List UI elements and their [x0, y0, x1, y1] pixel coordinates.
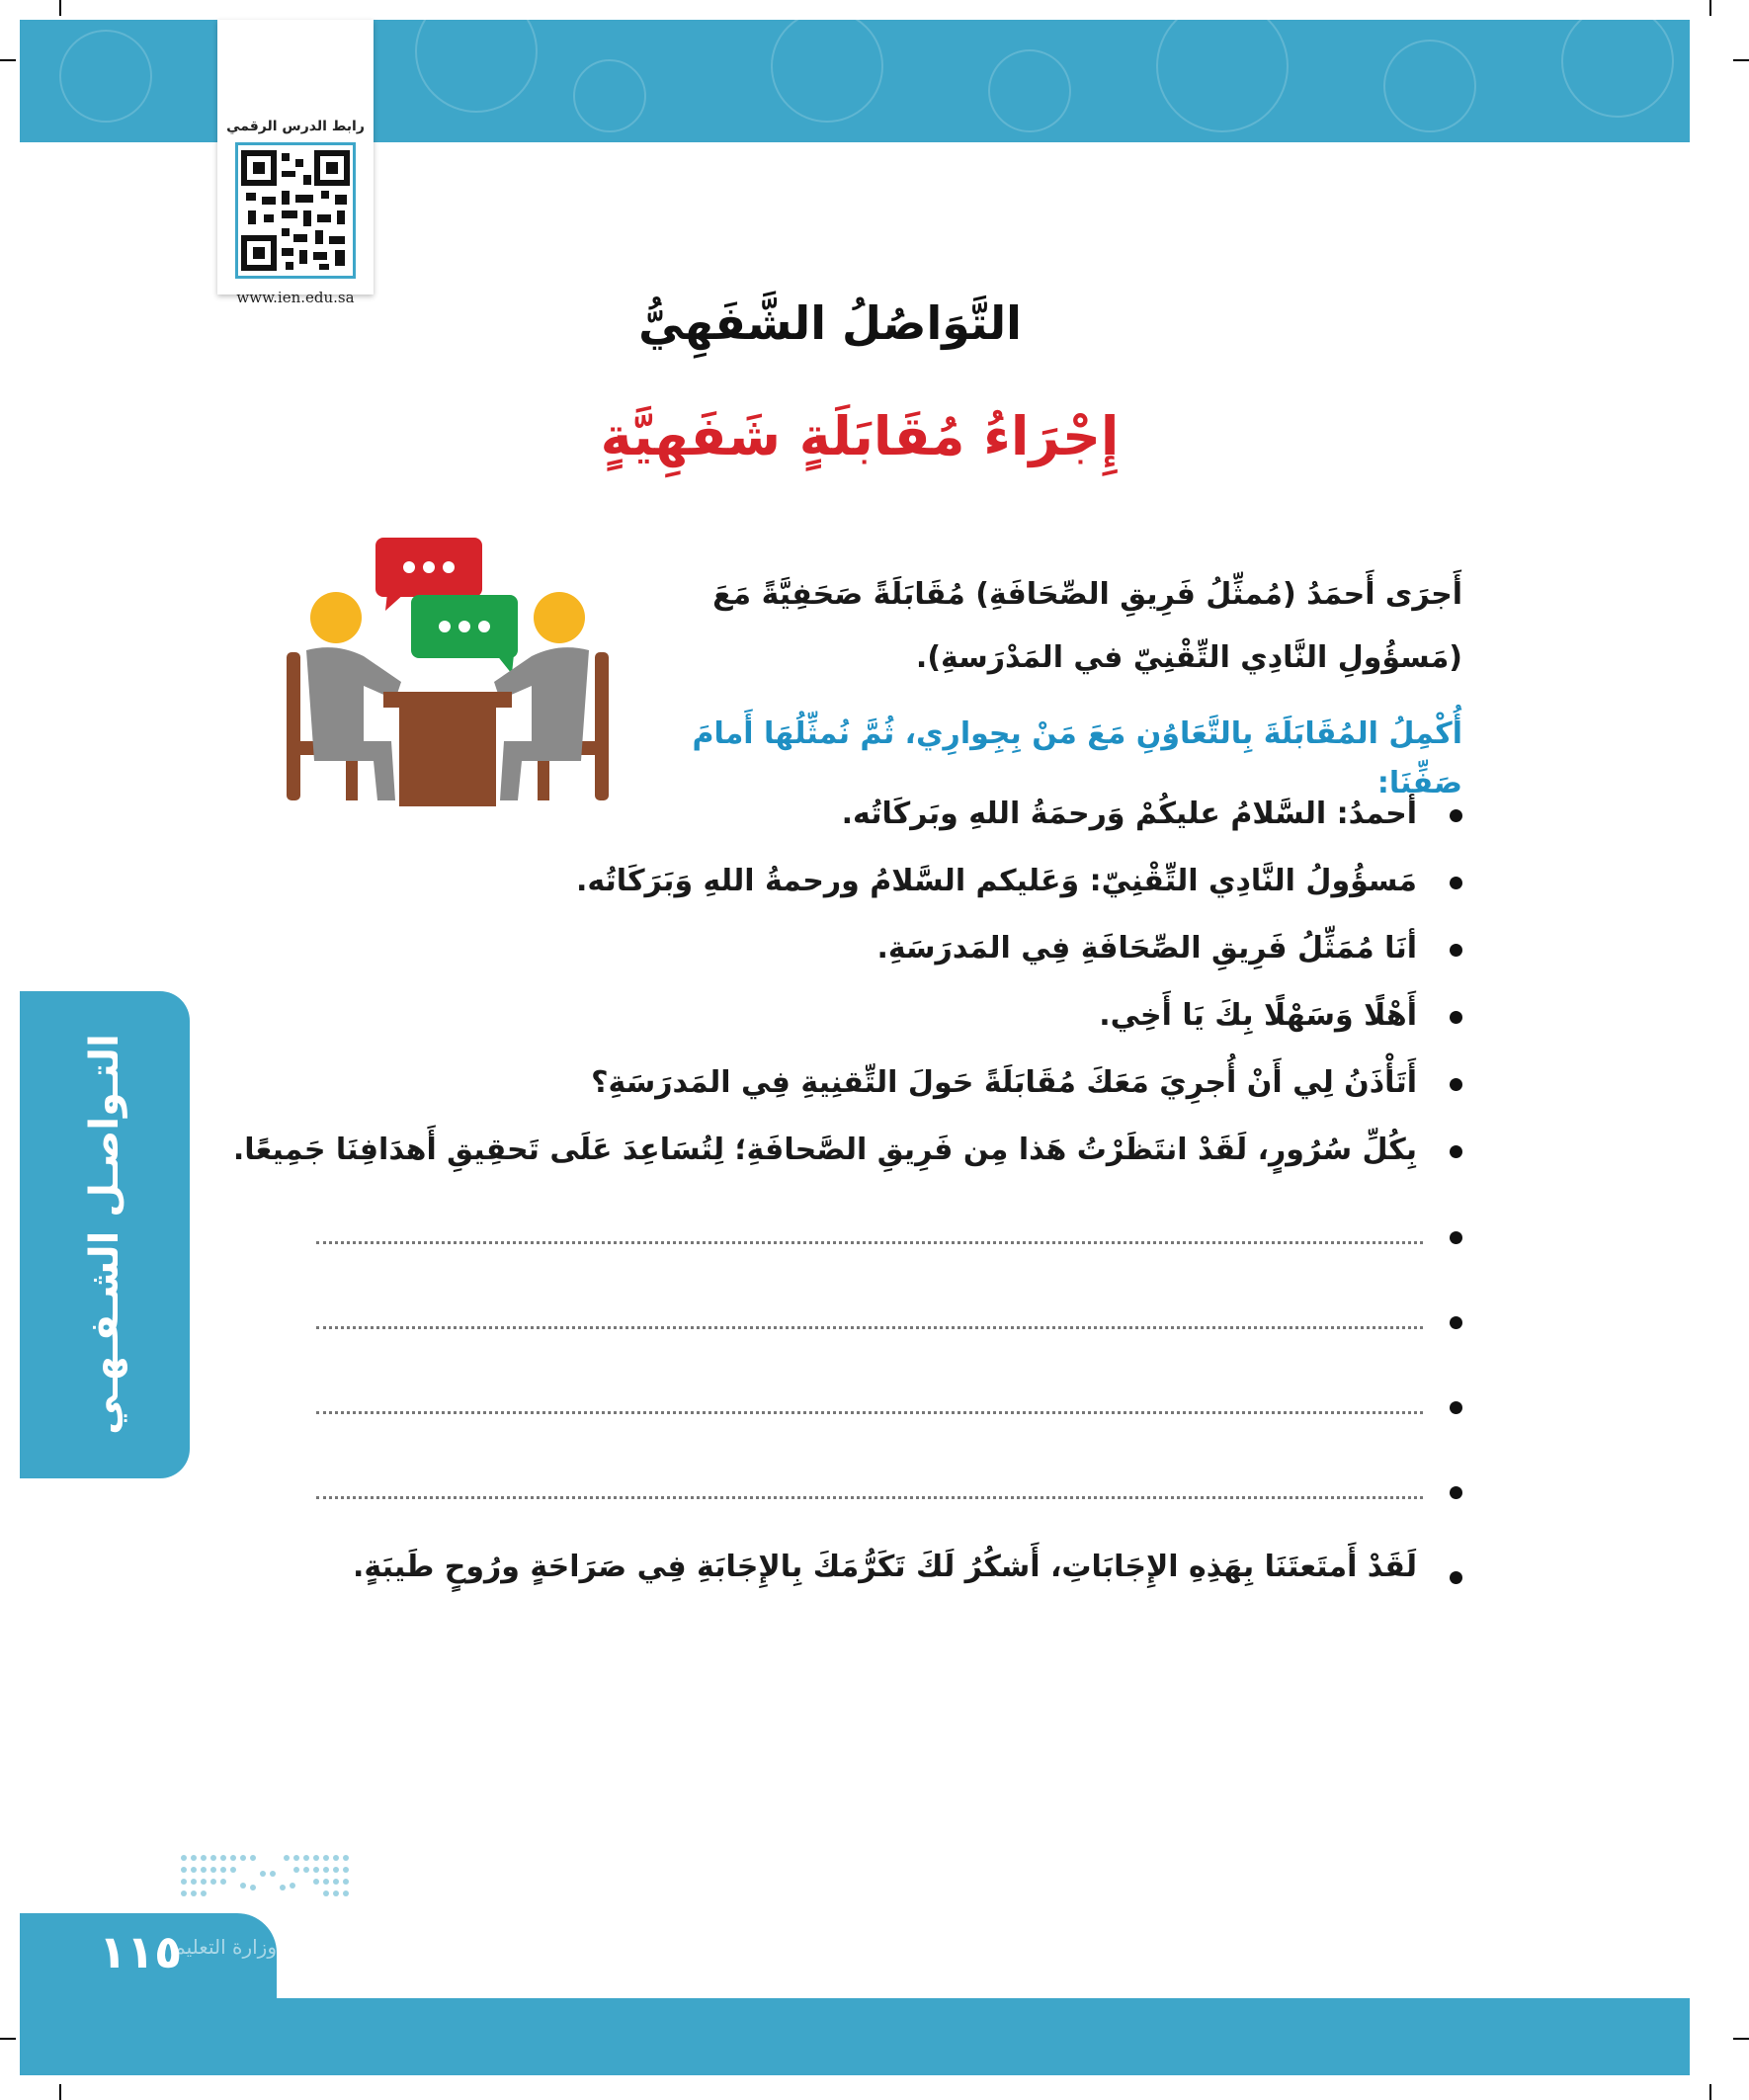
crop-mark: [1733, 2038, 1749, 2040]
crop-mark: [1709, 0, 1711, 16]
page-subtitle: إِجْرَاءُ مُقَابَلَةٍ شَفَهِيَّةٍ: [600, 405, 1120, 467]
instruction-text: أُكْمِلُ المُقَابَلَةَ بِالتَّعَاوُنِ مَعَ مَنْ بِجِوارِي، ثُمَّ نُمثِّلُهَا أَمامَ صَفِّنَا:: [692, 716, 1462, 800]
dotted-line: [316, 1326, 1423, 1329]
answer-lines: [296, 1223, 1462, 1540]
list-item: [296, 791, 1462, 858]
closing-text: لَقَدْ أَمتَعتَنَا بِهَذِهِ الإِجَابَاتِ، أَشكُرُ لَكَ تَكَرُّمَكَ بِالإِجَابَةِ فِي صَرَاحَةٍ ورُوحٍ طَيبَةٍ.: [352, 1550, 1417, 1584]
ministry-name: وزارة التعليم: [173, 1935, 277, 1959]
bullet-icon: [1450, 1316, 1462, 1329]
qr-url[interactable]: www.ien.edu.sa: [236, 289, 355, 306]
bottom-footer-band: [20, 1998, 1690, 2075]
bullet-icon: [1450, 1486, 1462, 1499]
bullet-icon: [1450, 1011, 1462, 1024]
dialogue-line: أحمدُ: السَّلامُ عليكُمْ وَرحمَةُ اللهِ وبَركَاتُه.: [841, 797, 1417, 831]
interview-illustration: [285, 534, 611, 810]
qr-code-card[interactable]: [217, 20, 374, 306]
bullet-icon: [1450, 877, 1462, 889]
bullet-icon: [1450, 809, 1462, 822]
dotted-line: [316, 1241, 1423, 1244]
side-tab-label: التـواصـل الشـفـهـي: [82, 1034, 127, 1435]
ministry-logo-icon: [178, 1848, 356, 1907]
list-item: [232, 1127, 1462, 1194]
side-tab: [20, 991, 190, 1478]
dialogue-list: [232, 791, 1462, 1194]
crop-mark: [0, 2038, 16, 2040]
dotted-line: [316, 1411, 1423, 1414]
list-item: [296, 1059, 1462, 1127]
list-item: [296, 992, 1462, 1059]
page-title: التَّوَاصُلُ الشَّفَهِيُّ: [638, 296, 1022, 350]
dialogue-line: أَتَأْذَنُ لِي أَنْ أُجرِيَ مَعَكَ مُقَابَلَةً حَولَ التِّقنِيةِ فِي المَدرَسَةِ؟: [591, 1065, 1417, 1100]
dialogue-line: مَسؤُولُ النَّادِي التِّقْنِيّ: وَعَليكم السَّلامُ ورحمةُ اللهِ وَبَرَكَاتُه.: [575, 864, 1417, 898]
bullet-icon: [1450, 1145, 1462, 1158]
crop-mark: [59, 0, 61, 16]
page-number: ١١٥: [99, 1925, 183, 1978]
dialogue-line: أَهْلًا وَسَهْلًا بِكَ يَا أَخِي.: [1099, 998, 1417, 1033]
list-item: [296, 858, 1462, 925]
dotted-line: [316, 1496, 1423, 1499]
bullet-icon: [1450, 1078, 1462, 1091]
qr-title: رابط الدرس الرقمي: [226, 119, 365, 134]
bullet-icon: [1450, 1401, 1462, 1414]
list-item: [296, 925, 1462, 992]
dialogue-line: بِكُلِّ سُرُورٍ، لَقَدْ انتَظَرْتُ هَذا مِن فَرِيقِ الصَّحافَةِ؛ لِتُسَاعِدَ عَلَى تَحقِيقِ أَهدَافِنَا جَمِيعًا.: [232, 1133, 1417, 1167]
bullet-icon: [1450, 944, 1462, 957]
speech-bubble-green-icon: [411, 595, 518, 674]
bullet-icon: [1450, 1571, 1462, 1584]
crop-mark: [1709, 2084, 1711, 2100]
crop-mark: [0, 59, 16, 61]
intro-paragraph: أَجرَى أَحمَدُ (مُمثِّلُ فَرِيقِ الصِّحَافَةِ) مُقَابَلَةً صَحَفِيَّةً مَعَ (مَسؤُولِ النَّادِي التِّقْنِيّ في المَدْرَسةِ).: [712, 577, 1462, 675]
qr-code-icon[interactable]: [235, 142, 356, 279]
crop-mark: [1733, 59, 1749, 61]
bullet-icon: [1450, 1231, 1462, 1244]
crop-mark: [59, 2084, 61, 2100]
dialogue-line: أنَا مُمَثِّلُ فَرِيقِ الصِّحَافَةِ فِي المَدرَسَةِ.: [876, 931, 1417, 966]
